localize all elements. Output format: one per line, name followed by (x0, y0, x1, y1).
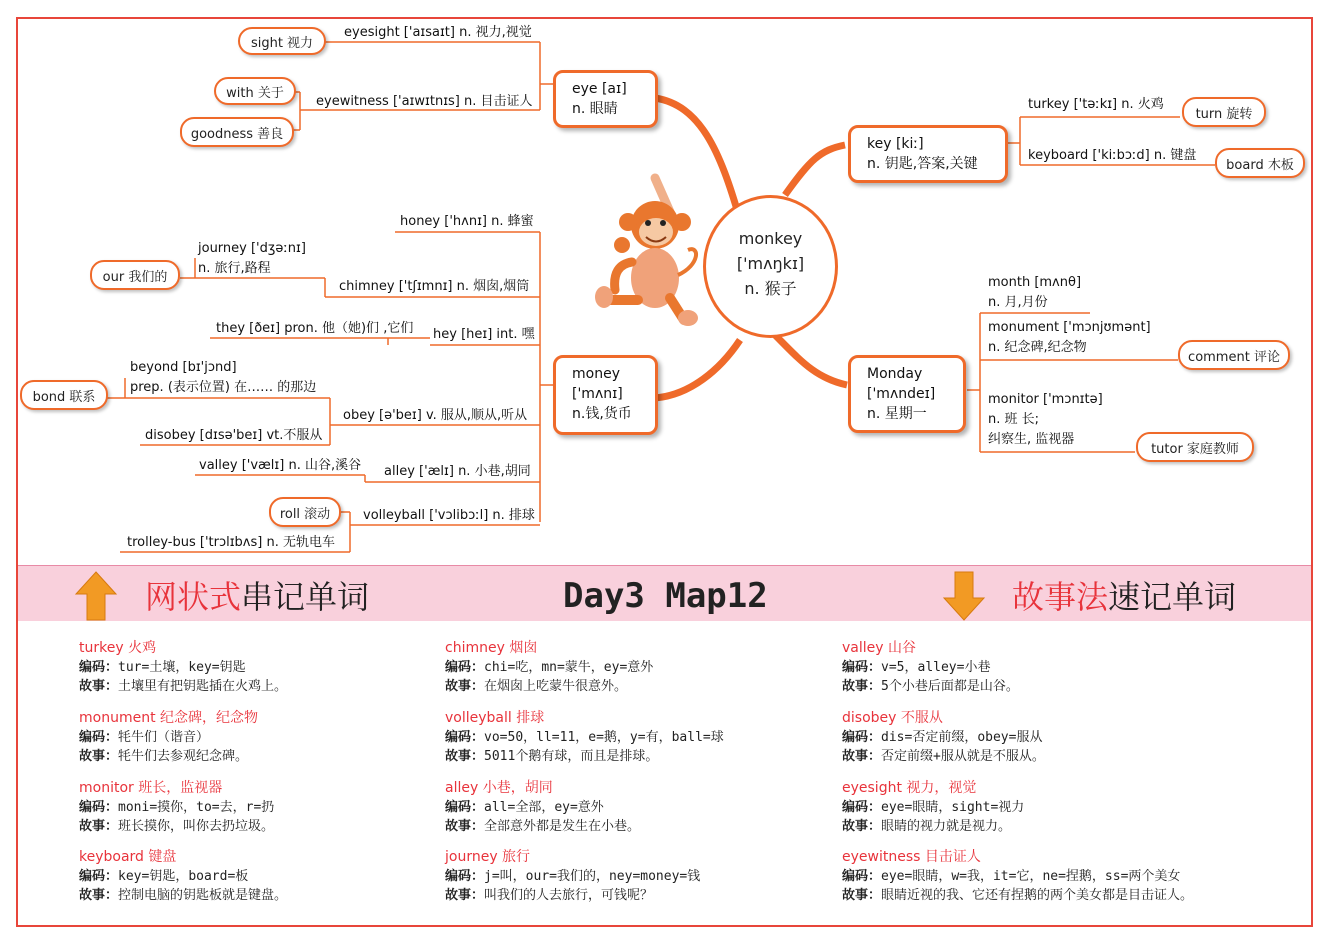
story-title: journey 旅行 (445, 849, 531, 865)
story-story-text: 全部意外都是发生在小巷。 (484, 819, 641, 834)
word-trolleybus: trolley-bus ['trɔlɪbʌs] n. 无轨电车 (127, 535, 335, 550)
story-code-text: eye=眼睛，sight=视力 (881, 800, 1025, 815)
story-story-line (79, 886, 439, 905)
branch-monday (775, 335, 847, 385)
story-story-label: 故事： (445, 819, 485, 834)
word-eyesight: eyesight ['aɪsaɪt] n. 视力,视觉 (344, 25, 532, 40)
word-volleyball: volleyball ['vɔlibɔːl] n. 排球 (363, 508, 535, 523)
story-code-line (79, 658, 439, 677)
word-honey: honey ['hʌnɪ] n. 蜂蜜 (400, 214, 534, 229)
story-code-label: 编码： (79, 730, 119, 745)
arrow-down-icon (942, 570, 986, 622)
word-month-line1: month [mʌnθ] (988, 275, 1082, 290)
word-journey (198, 240, 306, 278)
story-title: keyboard 键盘 (79, 849, 177, 865)
story-story-text: 叫我们的人去旅行，可钱呢？ (484, 888, 654, 903)
word-monument-line2: n. 纪念碑,纪念物 (988, 340, 1087, 355)
story-story-label: 故事： (842, 749, 882, 764)
bubble-with: with 关于 (214, 77, 296, 105)
story-title: volleyball 排球 (445, 710, 545, 726)
story-title: chimney 烟囱 (445, 640, 538, 656)
word-turkey: turkey ['təːkɪ] n. 火鸡 (1028, 97, 1164, 112)
story-story-line (445, 886, 805, 905)
banner-left-title (145, 577, 369, 617)
banner-right-title (1012, 577, 1236, 617)
node-eye-word: eye [aɪ] (572, 81, 627, 97)
story-entry (79, 779, 439, 836)
center-phonetic: ['mʌŋkɪ] (736, 254, 805, 273)
day-map-title: Day3 Map12 (563, 576, 768, 616)
story-code-label: 编码： (79, 869, 119, 884)
story-story-line (842, 817, 1202, 836)
bubble-roll: roll 滚动 (269, 497, 341, 527)
story-story-line (445, 677, 805, 696)
story-code-label: 编码： (842, 660, 882, 675)
story-story-text: 在烟囱上吃蒙牛很意外。 (484, 679, 628, 694)
story-story-line (79, 677, 439, 696)
word-month-line2: n. 月,月份 (988, 295, 1048, 310)
branch-money (655, 340, 740, 398)
story-title: disobey 不服从 (842, 710, 943, 726)
story-story-label: 故事： (842, 679, 882, 694)
story-title: alley 小巷，胡同 (445, 780, 553, 796)
node-key (848, 125, 1008, 183)
story-code-label: 编码： (79, 660, 119, 675)
story-code-text: v=5，alley=小巷 (881, 660, 991, 675)
story-story-label: 故事： (79, 679, 119, 694)
story-code-label: 编码： (842, 730, 882, 745)
node-money-meaning: n.钱,货币 (572, 406, 632, 422)
story-code-line (79, 728, 439, 747)
banner-left-highlight: 网状式 (145, 578, 242, 616)
story-code-line (79, 798, 439, 817)
story-story-label: 故事： (79, 819, 119, 834)
story-code-line (842, 867, 1202, 886)
story-code-label: 编码： (842, 800, 882, 815)
story-code-line (842, 798, 1202, 817)
story-title: turkey 火鸡 (79, 640, 157, 656)
story-story-label: 故事： (445, 679, 485, 694)
story-story-text: 控制电脑的钥匙板就是键盘。 (118, 888, 288, 903)
node-monday-phonetic: ['mʌndeɪ] (867, 386, 936, 402)
node-money-phonetic: ['mʌnɪ] (572, 386, 623, 402)
word-disobey: disobey [dɪsə'beɪ] vt.不服从 (145, 428, 323, 443)
word-alley: alley ['ælɪ] n. 小巷,胡同 (384, 464, 531, 479)
node-eye-meaning: n. 眼睛 (572, 101, 618, 117)
bubble-comment: comment 评论 (1178, 340, 1290, 370)
story-entry (79, 639, 439, 696)
word-monitor (988, 391, 1103, 449)
word-eyewitness: eyewitness ['aɪwɪtnɪs] n. 目击证人 (316, 94, 533, 109)
story-title: eyewitness 目击证人 (842, 849, 981, 865)
story-code-line (445, 658, 805, 677)
bubble-bond: bond 联系 (20, 380, 108, 410)
banner-left-rest-text: 串记单词 (241, 578, 370, 616)
story-title: monument 纪念碑，纪念物 (79, 710, 259, 726)
story-entry (842, 848, 1202, 905)
story-code-text: 牦牛们（谐音） (118, 730, 210, 745)
banner-right-highlight: 故事法 (1012, 578, 1109, 616)
story-story-text: 5011个鹅有球，而且是排球。 (484, 749, 659, 764)
story-title: valley 山谷 (842, 640, 916, 656)
word-chimney: chimney ['tʃɪmnɪ] n. 烟囱,烟筒 (339, 279, 530, 294)
word-beyond-line1: beyond [bɪ'jɔnd] (130, 360, 237, 375)
word-they: they [ðeɪ] pron. 他（她)们 ,它们 (216, 321, 414, 336)
branch-key (785, 145, 845, 195)
story-code-label: 编码： (842, 869, 882, 884)
node-money-word: money (572, 366, 620, 382)
story-story-line (842, 747, 1202, 766)
node-money (553, 355, 658, 435)
arrow-up-icon (74, 570, 118, 622)
story-code-line (842, 658, 1202, 677)
word-monument (988, 319, 1151, 357)
bubble-board: board 木板 (1215, 148, 1305, 178)
node-monday-word: Monday (867, 366, 923, 382)
story-story-line (445, 817, 805, 836)
story-entry (445, 779, 805, 836)
story-story-line (842, 677, 1202, 696)
node-monday-meaning: n. 星期一 (867, 406, 927, 422)
story-story-label: 故事： (79, 888, 119, 903)
story-story-text: 眼睛近视的我、它还有捏鹅的两个美女都是目击证人。 (881, 888, 1194, 903)
story-code-label: 编码： (79, 800, 119, 815)
bubble-tutor: tutor 家庭教师 (1136, 432, 1254, 462)
word-beyond (130, 359, 316, 397)
bubble-turn: turn 旋转 (1182, 97, 1266, 127)
story-entry (842, 779, 1202, 836)
node-monday (848, 355, 966, 433)
word-monument-line1: monument ['mɔnjʊmənt] (988, 320, 1151, 335)
word-keyboard: keyboard ['kiːbɔːd] n. 键盘 (1028, 148, 1197, 163)
story-story-line (842, 886, 1202, 905)
story-title: eyesight 视力，视觉 (842, 780, 977, 796)
story-story-text: 牦牛们去参观纪念碑。 (118, 749, 249, 764)
bubble-goodness: goodness 善良 (180, 117, 294, 147)
story-code-text: chi=吃，mn=蒙牛，ey=意外 (484, 660, 654, 675)
story-story-label: 故事： (842, 819, 882, 834)
story-story-line (79, 817, 439, 836)
word-journey-line1: journey ['dʒəːnɪ] (198, 241, 306, 256)
story-code-text: dis=否定前缀，obey=服从 (881, 730, 1043, 745)
center-meaning: n. 猴子 (744, 279, 797, 298)
story-code-label: 编码： (445, 869, 485, 884)
story-story-label: 故事： (445, 749, 485, 764)
story-code-line (445, 728, 805, 747)
node-key-word: key [kiː] (867, 136, 924, 152)
word-journey-line2: n. 旅行,路程 (198, 261, 271, 276)
story-story-label: 故事： (79, 749, 119, 764)
word-month (988, 274, 1081, 312)
story-story-text: 否定前缀+服从就是不服从。 (881, 749, 1045, 764)
center-word: monkey (738, 229, 803, 248)
story-title: monitor 班长，监视器 (79, 780, 223, 796)
story-entry (445, 709, 805, 766)
story-entry (842, 709, 1202, 766)
story-story-label: 故事： (445, 888, 485, 903)
story-entry (445, 639, 805, 696)
word-monitor-line2: n. 班 长; (988, 412, 1040, 427)
story-code-label: 编码： (445, 730, 485, 745)
story-story-line (79, 747, 439, 766)
monkey-illustration (595, 178, 698, 326)
word-beyond-line2: prep. (表示位置) 在…… 的那边 (130, 380, 317, 395)
story-entry (445, 848, 805, 905)
story-code-line (79, 867, 439, 886)
word-monitor-line3: 纠察生, 监视器 (988, 432, 1075, 447)
story-code-text: j=叫，our=我们的，ney=money=钱 (484, 869, 701, 884)
story-story-label: 故事： (842, 888, 882, 903)
story-code-text: tur=土壤，key=钥匙 (118, 660, 246, 675)
node-key-meaning: n. 钥匙,答案,关键 (867, 156, 978, 172)
story-code-text: vo=50，ll=11，e=鹅，y=有，ball=球 (484, 730, 724, 745)
story-entry (79, 709, 439, 766)
story-code-text: all=全部，ey=意外 (484, 800, 604, 815)
story-code-line (842, 728, 1202, 747)
banner-right-rest: 速记单词 (1108, 578, 1237, 616)
story-story-text: 5个小巷后面都是山谷。 (881, 679, 1019, 694)
center-node-monkey (703, 195, 838, 338)
story-story-line (445, 747, 805, 766)
node-eye (553, 70, 658, 128)
word-monitor-line1: monitor ['mɔnɪtə] (988, 392, 1103, 407)
word-obey: obey [ə'beɪ] v. 服从,顺从,听从 (343, 408, 528, 423)
bubble-our: our 我们的 (90, 260, 180, 290)
story-code-line (445, 798, 805, 817)
bubble-sight: sight 视力 (238, 27, 326, 55)
word-hey: hey [heɪ] int. 嘿 (433, 327, 535, 342)
word-valley: valley ['vælɪ] n. 山谷,溪谷 (199, 458, 362, 473)
story-code-label: 编码： (445, 800, 485, 815)
story-code-label: 编码： (445, 660, 485, 675)
story-story-text: 班长摸你，叫你去扔垃圾。 (118, 819, 275, 834)
story-code-text: key=钥匙，board=板 (118, 869, 249, 884)
story-code-line (445, 867, 805, 886)
story-story-text: 眼睛的视力就是视力。 (881, 819, 1012, 834)
story-code-text: moni=摸你，to=去，r=扔 (118, 800, 275, 815)
story-entry (79, 848, 439, 905)
story-story-text: 土壤里有把钥匙插在火鸡上。 (118, 679, 288, 694)
story-code-text: eye=眼睛，w=我，it=它，ne=捏鹅，ss=两个美女 (881, 869, 1181, 884)
story-entry (842, 639, 1202, 696)
